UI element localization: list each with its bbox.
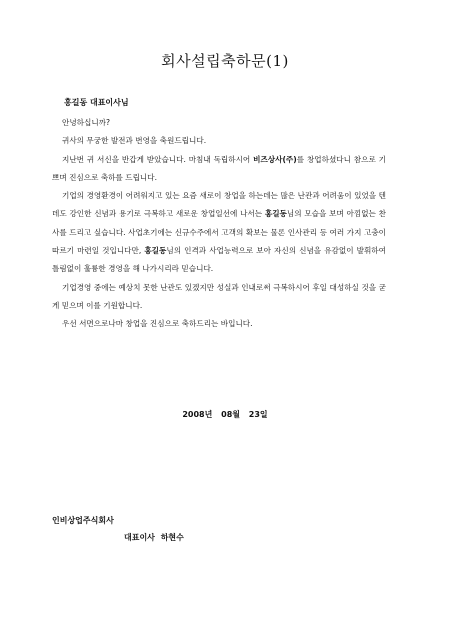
- paragraph-text: 님의 인격과 사업능력으로 보아 자신의 신념을 유감없이 발휘하여 틀림없이 훌륭한 경영을 해 나가시리라 믿습니다.: [52, 246, 386, 274]
- letter-body: [52, 114, 386, 334]
- handwritten-name: 비즈상사(주): [253, 154, 297, 164]
- paragraph-text: 우선 서면으로나마 창업을 진심으로 축하드리는 바입니다.: [62, 319, 253, 329]
- company-name: 인비상업주식회사: [52, 516, 114, 525]
- signer-name: 대표이사 하현수: [124, 533, 184, 542]
- handwritten-name: 홍길동: [264, 209, 287, 219]
- paragraph-text: 기업경영 중에는 예상치 못한 난관도 있겠지만 성실과 인내로써 극복하시어 후일 대성하실 것을 굳게 믿으며 이를 기원합니다.: [52, 282, 386, 310]
- document-title: 회사설립축하문(1): [161, 52, 289, 70]
- body-paragraph: [52, 151, 386, 188]
- handwritten-name: 홍길동: [144, 246, 167, 256]
- paragraph-text: 지난번 귀 서신을 반갑게 받았습니다. 마침내 독립하시어: [62, 154, 254, 164]
- paragraph-text: 님의 모습을 보며 아낌없는 찬사를 드리고 싶습니다. 사업초기에는 신규수주에서 고객의 확보는 물론 인사관리 등 여러 가지 고충이 따르기 마련일 것입니다만,: [52, 209, 386, 256]
- recipient-name: 홍길동 대표이사님: [64, 98, 129, 107]
- body-paragraph: [52, 187, 386, 278]
- paragraph-text: 기업의 경영환경이 어려워지고 있는 요즘 새로이 창업을 하는데는 많은 난관과 어려움이 있었을 텐 데도 강인한 신념과 용기로 극복하고 새로운 창업일선에 나서는: [52, 191, 386, 219]
- body-paragraph: [52, 315, 386, 333]
- paragraph-text: 귀사의 무궁한 발전과 번영을 축원드립니다.: [62, 136, 207, 146]
- body-paragraph: [52, 132, 386, 150]
- paragraph-text: 안녕하십니까?: [62, 118, 111, 127]
- body-paragraph: [52, 279, 386, 316]
- letter-date: 2008년 08월 23일: [182, 410, 268, 419]
- paragraph-text: 를 창업하셨다니 참으로 기쁘며 진심으로 축하를 드립니다.: [52, 154, 387, 182]
- body-paragraph: [52, 114, 386, 132]
